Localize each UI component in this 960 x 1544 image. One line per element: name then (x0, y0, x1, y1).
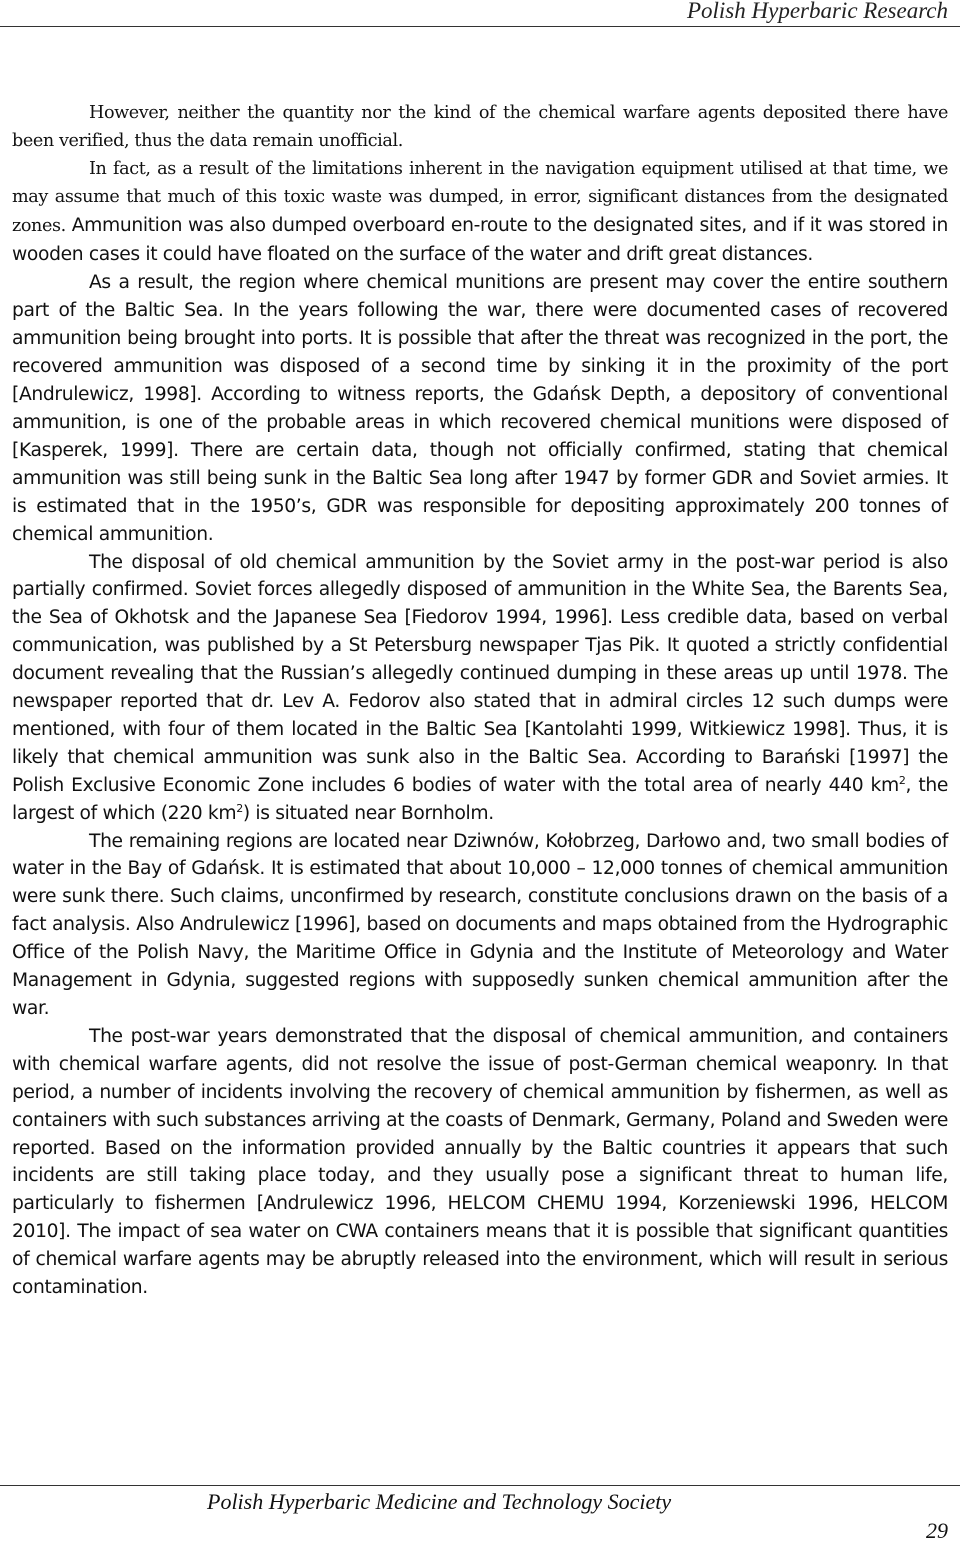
paragraph-3: As a result, the region where chemical munitions are present may cover the entire southern part of the Baltic Sea. In the years following the war, there were documented cases of recovered ammunition being brought into ports. It is possible that after the threat was recognized in the port, the recovered ammunition was disposed of a second time by sinking it in the proximity of the port [Andrulewicz, 1998]. According to witness reports, the Gdańsk Depth, a depository of conventional ammunition, is one of the probable areas in which recovered chemical munitions were disposed of [Kasperek, 1999]. There are certain data, though not officially confirmed, stating that chemical ammunition was still being sunk in the Baltic Sea long after 1947 by former GDR and Soviet armies. It is estimated that in the 1950’s, GDR was responsible for depositing approximately 200 tonnes of chemical ammunition. (12, 272, 948, 545)
paragraph-4-end: ) is situated near Bornholm. (242, 802, 494, 824)
superscript-2: 2 (236, 801, 243, 815)
page-number: 29 (926, 1518, 948, 1543)
paragraph-2 (12, 156, 948, 270)
paragraph-2-serif-part: In fact, as a result of the limitations inherent in the navigation equipment utilised at that time, we may assume that much of this toxic waste was dumped, in error, significant distances from the designated zones. (12, 158, 948, 236)
footer-divider (0, 1485, 960, 1486)
paragraph-4-main: The disposal of old chemical ammunition by the Soviet army in the post-war period is also partially confirmed. Soviet forces allegedly disposed of ammunition in the White Sea, the Barents Sea, the Sea of Okhotsk and the Japanese Sea [Fiedorov 1994, 1996]. Less credible data, based on verbal communication, was published by a St Petersburg newspaper Tjas Pik. It quoted a strictly confidential document revealing that the Russian’s allegedly continued dumping in these areas up until 1978. The newspaper reported that dr. Lev A. Fedorov also stated that in admiral circles 12 such dumps were mentioned, with four of them located in the Baltic Sea [Kantolahti 1999, Witkiewicz 1998]. Thus, it is likely that chemical ammunition was sunk also in the Baltic Sea. According to Barański [1997] the Polish Exclusive Economic Zone includes 6 bodies of water with the total area of nearly 440 km (12, 551, 948, 796)
journal-title: Polish Hyperbaric Research (686, 0, 948, 23)
paragraph-1: However, neither the quantity nor the kind of the chemical warfare agents deposited there have been verified, thus the data remain unofficial. (12, 103, 948, 151)
paragraph-5: The remaining regions are located near Dziwnów, Kołobrzeg, Darłowo and, two small bodies of water in the Bay of Gdańsk. It is estimated that about 10,000 – 12,000 tonnes of chemical ammunition were sunk there. Such claims, unconfirmed by research, constitute conclusions drawn on the basis of a fact analysis. Also Andrulewicz [1996], based on documents and maps obtained from the Hydrographic Office of the Polish Navy, the Maritime Office in Gdynia and the Institute of Meteorology and Water Management in Gdynia, suggested regions with supposedly sunken chemical ammunition after the war. (12, 830, 948, 1019)
page-header (0, 0, 960, 27)
article-body (12, 100, 948, 1302)
superscript-2: 2 (898, 773, 906, 787)
paragraph-6: The post-war years demonstrated that the disposal of chemical ammunition, and containers with chemical warfare agents, did not resolve the issue of post-German chemical weaponry. In that period, a number of incidents involving the recovery of chemical ammunition by fishermen, as well as containers with such substances arriving at the coasts of Denmark, Germany, Poland and Sweden were reported. Based on the information provided annually by the Baltic countries it appears that such incidents are still taking place today, and they usually pose a significant threat to human life, particularly to fishermen [Andrulewicz 1996, HELCOM CHEMU 1994, Korzeniewski 1996, HELCOM 2010]. The impact of sea water on CWA containers means that it is possible that significant quantities of chemical warfare agents may be abruptly released into the environment, which will result in serious contamination. (12, 1025, 948, 1299)
paragraph-4-mid: , the largest of which (220 km (12, 774, 948, 824)
footer-society-name: Polish Hyperbaric Medicine and Technology Society (207, 1489, 672, 1514)
paragraph-2-sans-part: Ammunition was also dumped overboard en-route to the designated sites, and if it was stored in wooden cases it could have floated on the surface of the water and drift great distances. (12, 214, 948, 265)
paragraph-4 (12, 549, 948, 828)
